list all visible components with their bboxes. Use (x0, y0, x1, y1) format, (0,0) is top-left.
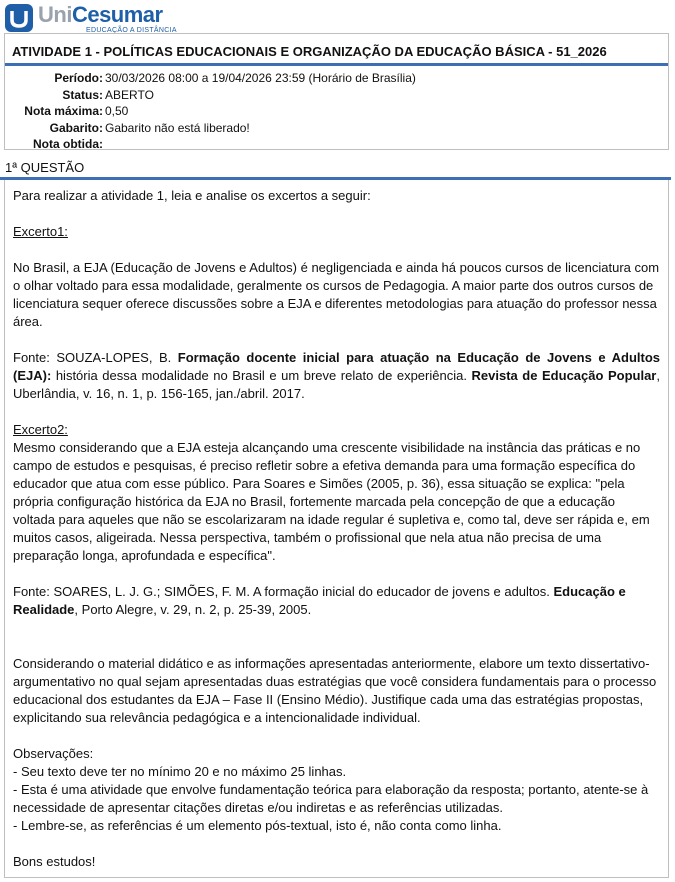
gabarito-label: Gabarito: (49, 120, 103, 135)
question-prompt: Considerando o material didático e as informações apresentadas anteriormente, elabore um texto dissertativo-argumentativo no qual sejam apresentadas duas estratégias que você considera fundamentais para o processo educacional dos estudantes da EJA – Fase II (Ensino Médio). Justifique cada uma das estratégias propostas, explicitando sua relevância pedagógica e a intencionalidade individual. (13, 656, 657, 725)
unicesumar-logo-icon (4, 3, 34, 33)
excerpt1-source: Fonte: SOUZA-LOPES, B. Formação docente inicial para atuação na Educação de Jovens e Adultos (EJA): história dessa modalidade no Brasil e um breve relato de experiência. Revista de Educação Popular, Uberlândia, v. 16, n. 1, p. 156-165, jan./abril. 2017. (13, 350, 660, 401)
question-body (4, 180, 669, 878)
excerpt2-heading: Excerto2: (13, 422, 68, 437)
activity-title-bar (5, 34, 668, 66)
meta-row-periodo (5, 70, 668, 87)
status-label: Status: (62, 87, 103, 102)
meta-row-gabarito (5, 120, 668, 137)
nota-maxima-label: Nota máxima: (24, 104, 103, 118)
status-value: ABERTO (105, 87, 154, 102)
closing-text: Bons estudos! (13, 854, 96, 869)
activity-header (4, 33, 669, 150)
meta-row-status (5, 87, 668, 104)
brand-tagline: EDUCAÇÃO A DISTÂNCIA (86, 27, 177, 34)
nota-maxima-value: 0,50 (105, 104, 129, 118)
activity-meta (5, 70, 668, 153)
periodo-label: Período: (54, 71, 103, 85)
observation-item: - Lembre-se, as referências é um elemento pós-textual, isto é, não conta como linha. (13, 818, 502, 833)
gabarito-value: Gabarito não está liberado! (105, 120, 250, 135)
excerpt1-text: No Brasil, a EJA (Educação de Jovens e Adultos) é negligenciada e ainda há poucos cursos de licenciatura com o olhar voltado para essa modalidade, geralmente os cursos de Pedagogia. A maior parte dos outros cursos de licenciatura sequer oferece discussões sobre a EJA e diferentes metodologias para atuação do professor nessa área. (13, 260, 660, 329)
excerpt2-source: Fonte: SOARES, L. J. G.; SIMÕES, F. M. A formação inicial do educador de jovens e adultos. Educação e Realidade, Porto Alegre, v. 29, n. 2, p. 25-39, 2005. (13, 584, 626, 617)
nota-obtida-label: Nota obtida: (33, 137, 103, 151)
observations-heading: Observações: (13, 746, 94, 761)
meta-row-nota-obtida (5, 136, 668, 153)
periodo-value: 30/03/2026 08:00 a 19/04/2026 23:59 (Horário de Brasília) (105, 71, 416, 85)
meta-row-nota-maxima (5, 103, 668, 120)
observation-item: - Esta é uma atividade que envolve fundamentação teórica para elaboração da resposta; portanto, atente-se à necessidade de apresentar citações diretas e/ou indiretas e as referências utilizadas. (13, 782, 649, 815)
question-label: 1ª QUESTÃO (5, 160, 85, 175)
excerpt1-heading: Excerto1: (13, 224, 68, 239)
brand-name: UniCesumar (38, 2, 163, 27)
observation-item: - Seu texto deve ter no mínimo 20 e no máximo 25 linhas. (13, 764, 347, 779)
excerpt2-text: Mesmo considerando que a EJA esteja alcançando uma crescente visibilidade na instância das práticas e no campo de estudos e pesquisas, é preciso refletir sobre a efetiva demanda para uma formação específica do educador que atua com esse público. Para Soares e Simões (2005, p. 36), essa situação se explica: "pela própria configuração histórica da EJA no Brasil, fortemente marcada pela concepção de que a educação voltada para aqueles que não se escolarizaram na idade regular é supletiva e, como tal, deve ser rápida e, em muitos casos, aligeirada. Nessa perspectiva, também o profissional que nela atua não precisa de uma preparação longa, aprofundada e específica". (13, 440, 650, 563)
activity-title: ATIVIDADE 1 - POLÍTICAS EDUCACIONAIS E ORGANIZAÇÃO DA EDUCAÇÃO BÁSICA - 51_2026 (12, 44, 607, 59)
question-intro: Para realizar a atividade 1, leia e analise os excertos a seguir: (13, 188, 371, 203)
